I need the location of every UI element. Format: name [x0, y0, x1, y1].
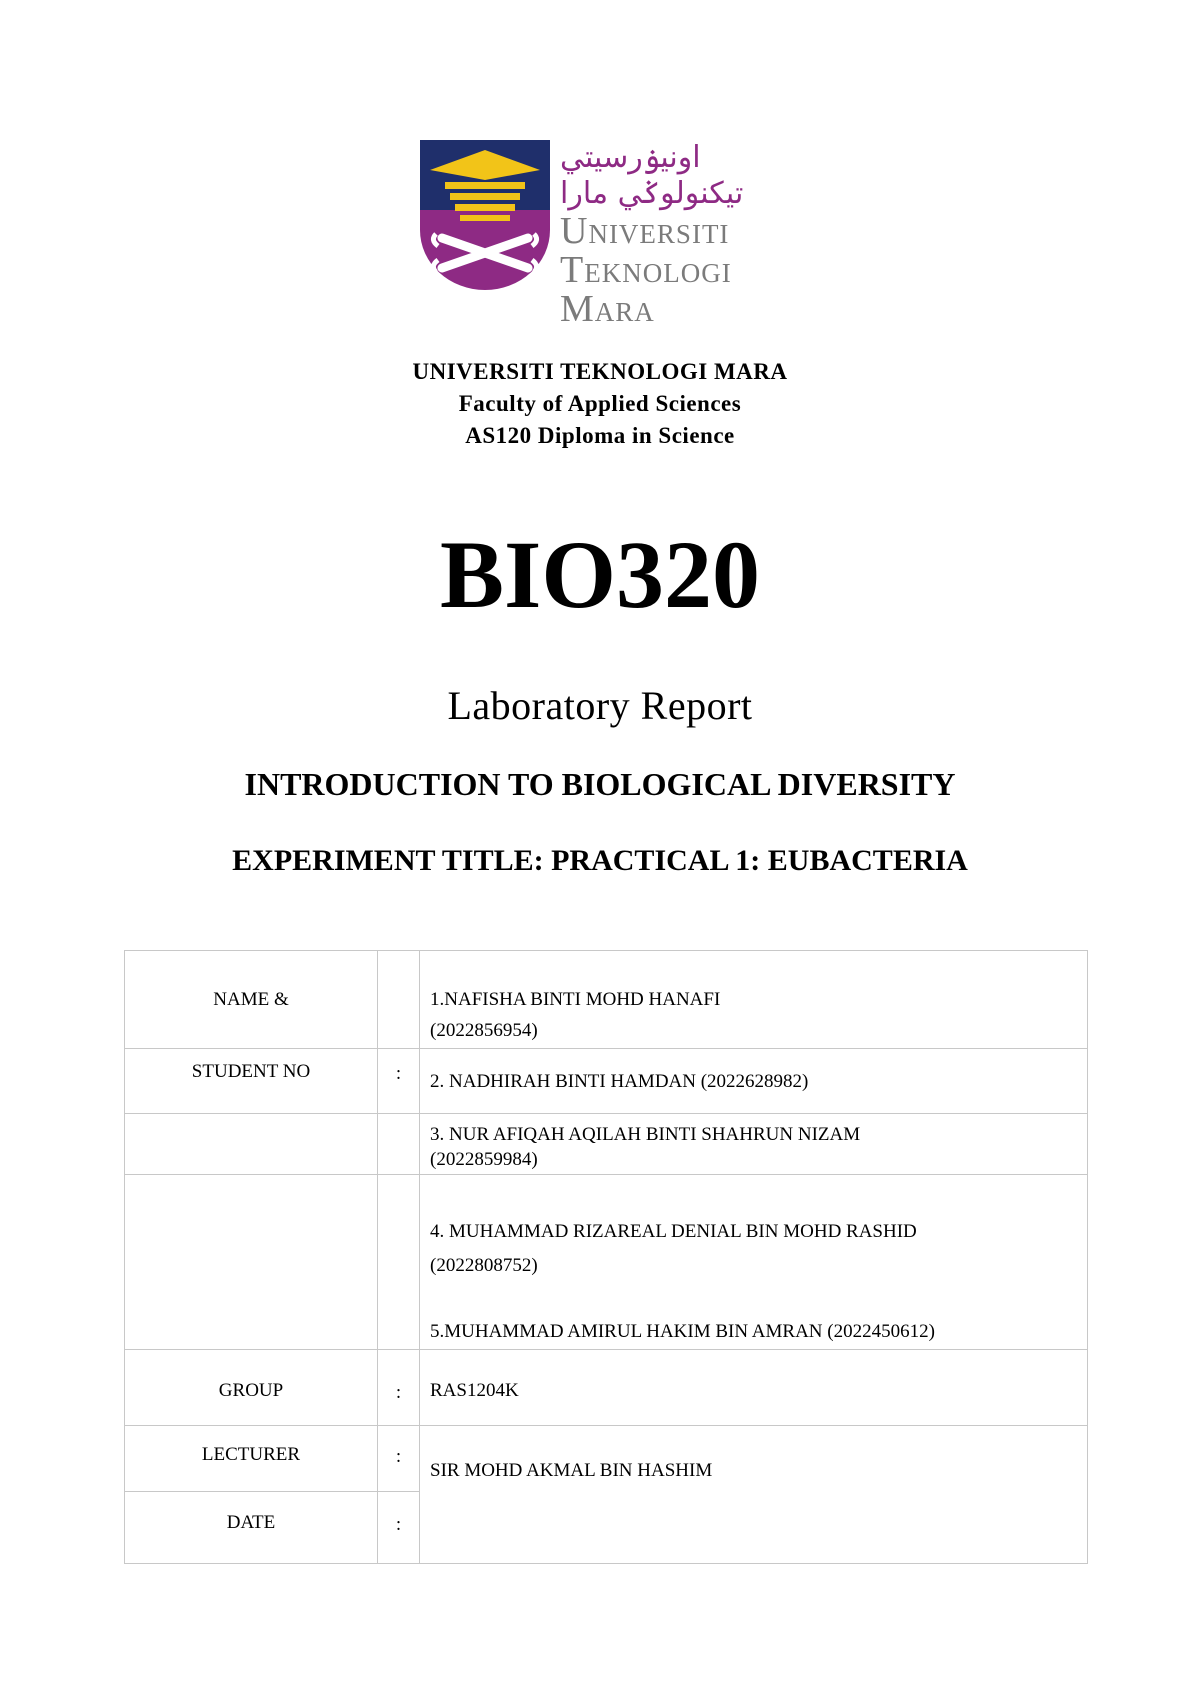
table-cell: [420, 1175, 1088, 1350]
table-cell: [125, 951, 378, 1049]
colon: :: [395, 1446, 402, 1467]
colon: :: [395, 1063, 402, 1084]
lecturer-label: LECTURER: [201, 1444, 301, 1465]
faculty-name: Faculty of Applied Sciences: [458, 391, 742, 416]
table-cell: [420, 951, 1088, 1049]
colon: :: [395, 1382, 402, 1403]
name-label: NAME &: [213, 989, 289, 1010]
member-1-name: 1.NAFISHA BINTI MOHD HANAFI: [430, 989, 721, 1010]
member-2: 2. NADHIRAH BINTI HAMDAN (2022628982): [430, 1071, 809, 1092]
logo-line-3: Mara: [560, 288, 655, 330]
logo-line-1: Universiti: [560, 210, 730, 252]
group-value: RAS1204K: [430, 1380, 519, 1401]
uitm-logo: [420, 140, 790, 330]
table-cell: [378, 1492, 420, 1564]
experiment-title: EXPERIMENT TITLE: PRACTICAL 1: EUBACTERIA: [232, 844, 968, 877]
uitm-crest-icon: [420, 140, 550, 290]
logo-jawi-text: اونيۏرسيتي تيكنولوݢي مارا: [560, 140, 744, 211]
member-1-id: (2022856954): [430, 1020, 538, 1041]
table-row: [125, 951, 1088, 1049]
table-cell: [125, 1175, 378, 1350]
table-cell: [125, 1114, 378, 1175]
course-title: INTRODUCTION TO BIOLOGICAL DIVERSITY: [244, 766, 956, 802]
student-info-table: [124, 950, 1088, 1564]
group-label: GROUP: [218, 1380, 284, 1401]
table-row: [125, 1175, 1088, 1350]
table-row: [125, 1426, 1088, 1492]
institution-header: [0, 356, 1200, 452]
report-type: Laboratory Report: [447, 683, 753, 728]
course-code: BIO320: [439, 521, 761, 628]
table-cell: [125, 1426, 378, 1492]
program-name: AS120 Diploma in Science: [465, 423, 735, 448]
table-cell: [420, 1426, 1088, 1564]
table-cell: [378, 1350, 420, 1426]
table-cell: [420, 1049, 1088, 1114]
table-row: [125, 1114, 1088, 1175]
member-3-name: 3. NUR AFIQAH AQILAH BINTI SHAHRUN NIZAM: [430, 1124, 861, 1145]
member-5: 5.MUHAMMAD AMIRUL HAKIM BIN AMRAN (2022450612): [430, 1321, 935, 1342]
table-cell: [378, 1114, 420, 1175]
table-cell: [378, 1049, 420, 1114]
logo-wordmark: [560, 140, 790, 329]
table-cell: [378, 1426, 420, 1492]
table-row: [125, 1350, 1088, 1426]
table-cell: [420, 1350, 1088, 1426]
student-no-label: STUDENT NO: [191, 1061, 311, 1082]
table-row: [125, 1049, 1088, 1114]
table-cell: [125, 1350, 378, 1426]
lecturer-value: SIR MOHD AKMAL BIN HASHIM: [430, 1460, 713, 1481]
table-cell: [378, 951, 420, 1049]
member-3-id: (2022859984): [430, 1149, 538, 1170]
university-name: UNIVERSITI TEKNOLOGI MARA: [412, 359, 788, 384]
logo-line-2: Teknologi: [560, 249, 732, 291]
colon: :: [395, 1514, 402, 1535]
date-label: DATE: [226, 1512, 276, 1533]
table-cell: [125, 1492, 378, 1564]
member-4-id: (2022808752): [430, 1255, 538, 1276]
table-cell: [420, 1114, 1088, 1175]
table-cell: [125, 1049, 378, 1114]
member-4-name: 4. MUHAMMAD RIZAREAL DENIAL BIN MOHD RASHID: [430, 1221, 917, 1242]
table-cell: [378, 1175, 420, 1350]
